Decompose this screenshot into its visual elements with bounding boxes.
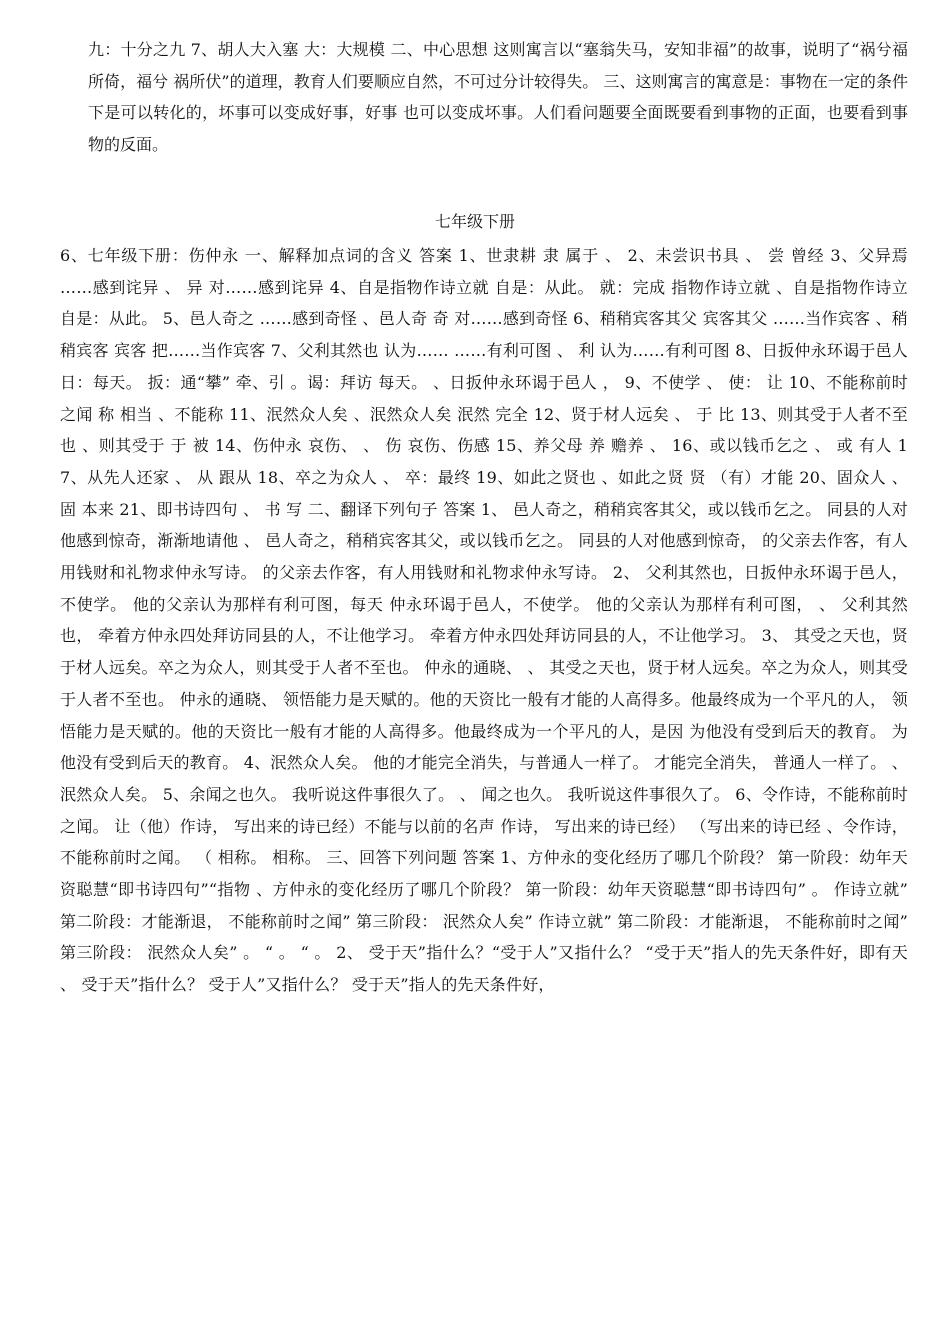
intro-paragraph-block xyxy=(60,34,910,160)
section-title: 七年级下册 xyxy=(434,212,515,231)
body-paragraph-block xyxy=(60,240,908,1001)
body-paragraph: 6、七年级下册：伤仲永 一、解释加点词的含义 答案 1、世隶耕 隶 属于 、 2、未尝识书具 、 尝 曾经 3、父异焉 ……感到诧异 、 异 对……感到诧异 4、自是指物作诗立就 自是：从此。 就：完成 指物作诗立就 、自是指物作诗立 自是：从此。 5、邑人奇之 ……感到奇怪 、邑人奇 奇 对……感到奇怪 6、稍稍宾客其父 宾客其父 ……当作宾客 、稍稍宾客 宾客 把……当作宾客 7、父利其然也 认为…… ……有利可图 、 利 认为……有利可图 8、日扳仲永环谒于邑人 日：每天。 扳：通“攀” 牵、引 。谒：拜访 每天。 、日扳仲永环谒于邑人 ， 9、不使学 、 使： 让 10、不能称前时之闻 称 相当 、不能称 11、泯然众人矣 、泯然众人矣 泯然 完全 12、贤于材人远矣 、 于 比 13、则其受于人者不至也 、则其受于 于 被 14、伤仲永 哀伤、 、 伤 哀伤、伤感 15、养父母 养 赡养 、 16、或以钱币乞之 、 或 有人 17、从先人还家 、 从 跟从 18、卒之为众人 、 卒：最终 19、如此之贤也 、如此之贤 贤 （有）才能 20、固众人 、 固 本来 21、即书诗四句 、 书 写 二、翻译下列句子 答案 1、 邑人奇之，稍稍宾客其父，或以钱币乞之。 同县的人对他感到惊奇，渐渐地请他 、 邑人奇之，稍稍宾客其父，或以钱币乞之。 同县的人对他感到惊奇， 的父亲去作客，有人用钱财和礼物求仲永写诗。 的父亲去作客，有人用钱财和礼物求仲永写诗。 2、 父利其然也，日扳仲永环谒于邑人，不使学。 他的父亲认为那样有利可图，每天 仲永环谒于邑人，不使学。 他的父亲认为那样有利可图， 、 父利其然也， 牵着方仲永四处拜访同县的人，不让他学习。 牵着方仲永四处拜访同县的人，不让他学习。 3、 其受之天也，贤于材人远矣。卒之为众人，则其受于人者不至也。 仲永的通晓、 、 其受之天也，贤于材人远矣。卒之为众人，则其受于人者不至也。 仲永的通晓、 领悟能力是天赋的。他的天资比一般有才能的人高得多。他最终成为一个平凡的人， 领悟能力是天赋的。他的天资比一般有才能的人高得多。他最终成为一个平凡的人，是因 为他没有受到后天的教育。 为他没有受到后天的教育。 4、泯然众人矣。 他的才能完全消失，与普通人一样了。 才能完全消失， 普通人一样了。 、泯然众人矣。 5、余闻之也久。 我听说这件事很久了。 、 闻之也久。 我听说这件事很久了。 6、令作诗，不能称前时之闻。 让（他）作诗， 写出来的诗已经）不能与以前的名声 作诗， 写出来的诗已经） （写出来的诗已经 、令作诗，不能称前时之闻。 （ 相称。 相称。 三、回答下列问题 答案 1、方仲永的变化经历了哪几个阶段？ 第一阶段：幼年天资聪慧“即书诗四句”“指物 、方仲永的变化经历了哪几个阶段？ 第一阶段：幼年天资聪慧“即书诗四句” 。 作诗立就” 第二阶段：才能渐退， 不能称前时之闻” 第三阶段： 泯然众人矣” 作诗立就” 第二阶段：才能渐退， 不能称前时之闻” 第三阶段： 泯然众人矣” 。 “ 。 “ 。 2、 受于天”指什么？“受于人”又指什么？ “受于天”指人的先天条件好，即有天 、 受于天”指什么？ 受于人”又指什么？ 受于天”指人的先天条件好， xyxy=(60,246,908,995)
intro-paragraph: 九：十分之九 7、胡人大入塞 大：大规模 二、中心思想 这则寓言以“塞翁失马，安知非福”的故事，说明了“祸兮福所倚，福兮 祸所伏”的道理，教育人们要顺应自然，不可过分计较得失。 三、这则寓言的寓意是：事物在一定的条件下是可以转化的，坏事可以变成好事，好事 也可以变成坏事。人们看问题要全面既要看到事物的正面，也要看到事物的反面。 xyxy=(88,40,908,154)
